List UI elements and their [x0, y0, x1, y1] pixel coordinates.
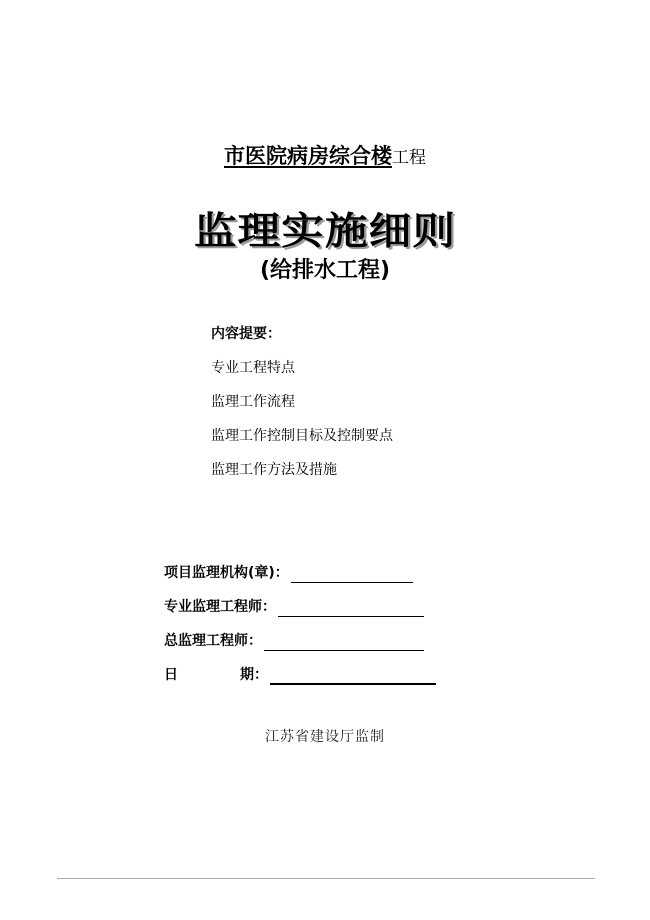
chief-engineer-signature-field[interactable] — [264, 636, 424, 651]
document-subtitle: (给排水工程) — [259, 258, 391, 283]
date-field[interactable] — [270, 669, 436, 685]
signature-block — [164, 563, 436, 699]
date-label-right: 期： — [240, 667, 268, 683]
contents-summary — [211, 325, 393, 495]
signature-row-chief — [164, 631, 436, 665]
signature-row-org — [164, 563, 436, 597]
engineer-label: 专业监理工程师： — [164, 599, 276, 615]
project-title-line — [0, 140, 650, 170]
project-suffix: 工程 — [392, 148, 426, 168]
contents-item: 监理工作流程 — [211, 394, 295, 410]
signature-row-date — [164, 665, 436, 699]
signature-row-engineer — [164, 597, 436, 631]
date-label-left: 日 — [164, 667, 178, 683]
org-seal-label: 项目监理机构(章)： — [164, 565, 289, 581]
issuer-text: 江苏省建设厅监制 — [265, 729, 385, 745]
org-seal-field[interactable] — [291, 568, 413, 583]
contents-item: 监理工作方法及措施 — [211, 462, 337, 478]
chief-engineer-label: 总监理工程师： — [164, 633, 262, 649]
engineer-signature-field[interactable] — [278, 602, 424, 617]
contents-item: 监理工作控制目标及控制要点 — [211, 428, 393, 444]
contents-heading: 内容提要： — [211, 326, 281, 342]
contents-item: 专业工程特点 — [211, 360, 295, 376]
document-title: 监理实施细则 — [193, 209, 457, 253]
page-bottom-divider — [57, 878, 595, 879]
project-name: 市医院病房综合楼 — [224, 144, 392, 168]
